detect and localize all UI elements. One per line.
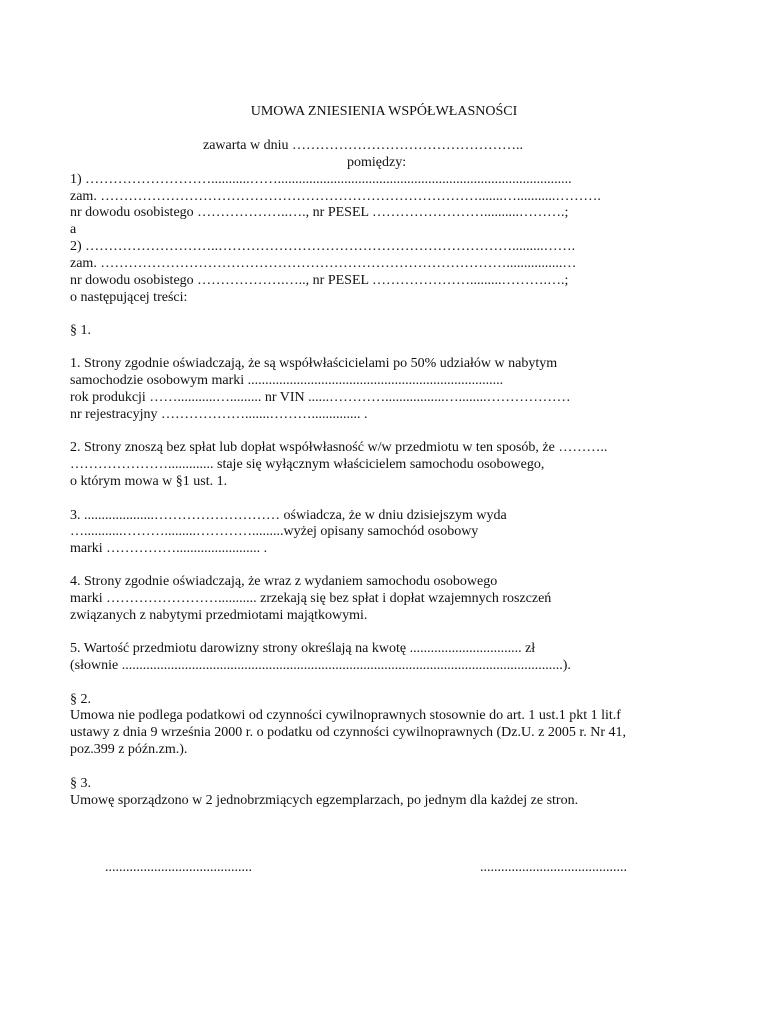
signature-line-right: .......................................... — [480, 860, 627, 875]
s2-line3: poz.399 z późn.zm.). — [70, 742, 188, 757]
party-2-line: 2) ………………………..……………………………………………………….........……. — [70, 239, 576, 254]
party-1-line: 1) ………………………...........…….................................................................................... — [70, 172, 572, 187]
party-2-address: zam. ……………………………………………………………………………................… — [70, 256, 577, 271]
s1-p4-line3: związanych z nabytymi przedmiotami majątkowymi. — [70, 608, 368, 623]
s2-line2: ustawy z dnia 9 września 2000 r. o podatku od czynności cywilnoprawnych (Dz.U. z 2005 r. Nr 41, — [70, 725, 626, 740]
s1-p2-line2: …………………............. staje się wyłącznym właścicielem samochodu osobowego, — [70, 457, 545, 472]
s3-line1: Umowę sporządzono w 2 jednobrzmiących egzemplarzach, po jednym dla każdej ze stron. — [70, 793, 579, 808]
party-1-address: zam. ……………………………………………………………………….......…...........………. — [70, 189, 601, 204]
s1-p4-line1: 4. Strony zgodnie oświadczają, że wraz z wydaniem samochodu osobowego — [70, 574, 498, 589]
conjunction-a: a — [70, 222, 77, 237]
document-title: UMOWA ZNIESIENIA WSPÓŁWŁASNOŚCI — [250, 104, 518, 119]
section-1-heading: § 1. — [70, 323, 91, 338]
intro-line: o następującej treści: — [70, 290, 188, 305]
s1-p1-line2: samochodzie osobowym marki ......................................................................... — [70, 373, 504, 388]
s2-line1: Umowa nie podlega podatkowi od czynności cywilnoprawnych stosownie do art. 1 ust.1 pkt 1 lit.f — [70, 708, 621, 723]
s1-p3-line2: …...........……….........………….........wyżej opisany samochód osobowy — [70, 524, 479, 539]
section-3-heading: § 3. — [70, 776, 91, 791]
s1-p5-line1: 5. Wartość przedmiotu darowizny strony określają na kwotę ................................ zł — [70, 641, 536, 656]
s1-p3-line3: marki ……………........................ . — [70, 541, 268, 556]
signature-line-left: .......................................... — [105, 860, 252, 875]
party-1-id: nr dowodu osobistego ………………..…., nr PESEL ……………………..........……….; — [70, 205, 569, 220]
s1-p1-line3: rok produkcji ……...........…......... nr VIN ......………….................…........……………… — [70, 390, 571, 405]
section-2-heading: § 2. — [70, 692, 91, 707]
s1-p5-line2: (słownie ..............................................................................................................................). — [70, 658, 571, 673]
party-2-id: nr dowodu osobistego ……………….….., nr PESEL ………………….........……….….; — [70, 273, 569, 288]
s1-p3-line1: 3. ....................……………………… oświadcza, że w dniu dzisiejszym wyda — [70, 508, 507, 523]
between-label: pomiędzy: — [347, 155, 407, 170]
s1-p4-line2: marki ……………………........... zrzekają się bez spłat i dopłat wzajemnych roszczeń — [70, 591, 552, 606]
s1-p2-line1: 2. Strony znoszą bez spłat lub dopłat współwłasność w/w przedmiotu w ten sposób, że ……….. — [70, 440, 608, 455]
s1-p1-line1: 1. Strony zgodnie oświadczają, że są współwłaścicielami po 50% udziałów w nabytym — [70, 356, 558, 371]
contract-date-line: zawarta w dniu ………………………………………….. — [203, 138, 524, 153]
s1-p2-line3: o którym mowa w §1 ust. 1. — [70, 474, 228, 489]
s1-p1-line4: nr rejestracyjny ……………….......……….............. . — [70, 407, 368, 422]
